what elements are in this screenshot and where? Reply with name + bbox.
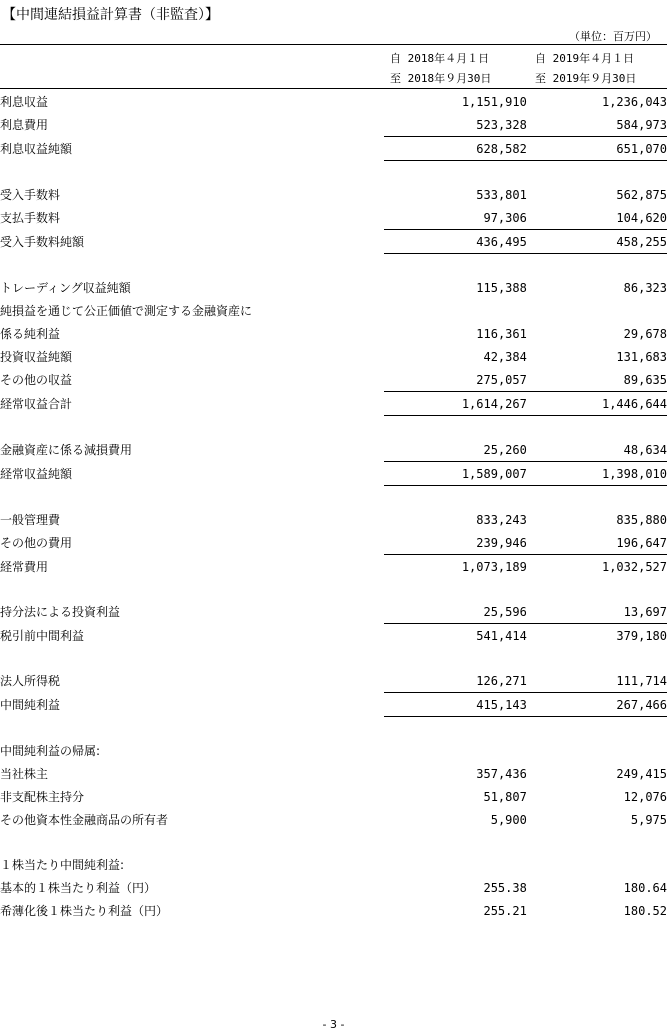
row-label: 基本的１株当たり利益（円）	[0, 881, 157, 895]
value-2019	[527, 853, 667, 876]
table-row	[0, 693, 667, 717]
table-row	[0, 555, 667, 579]
table-row	[0, 508, 667, 531]
row-label: 純損益を通じて公正価値で測定する金融資産に	[0, 304, 253, 318]
value-2019: 131,683	[616, 349, 667, 364]
income-statement-table	[0, 90, 667, 922]
row-label: トレーディング収益純額	[0, 281, 131, 295]
row-label: 金融資産に係る減損費用	[0, 443, 133, 458]
row-label: １株当たり中間純利益:	[0, 858, 125, 872]
row-label: 利息費用	[0, 118, 49, 133]
value-2019: 1,032,527	[601, 559, 667, 574]
value-2018: 541,414	[476, 628, 527, 643]
row-label: 持分法による投資利益	[0, 605, 121, 620]
value-2018: 275,057	[384, 368, 527, 392]
value-2018: 5,900	[490, 812, 527, 827]
value-2019: 48,634	[527, 438, 667, 462]
row-label: 支払手数料	[0, 211, 61, 226]
row-label: その他の費用	[0, 536, 73, 551]
value-2019: 86,323	[623, 280, 667, 295]
value-2019: 835,880	[616, 512, 667, 527]
value-2019	[527, 299, 667, 322]
table-row	[0, 113, 667, 137]
value-2018	[384, 853, 527, 876]
value-2018: 255.21	[483, 903, 527, 918]
table-row	[0, 137, 667, 161]
spacer-row	[0, 717, 667, 740]
value-2019: 651,070	[527, 137, 667, 161]
row-label: 受入手数料	[0, 188, 61, 202]
row-label: 経常収益純額	[0, 467, 73, 481]
value-2019: 180.64	[623, 880, 667, 895]
value-2019: 562,875	[616, 187, 667, 202]
row-label: 利息収益	[0, 95, 49, 109]
period-1-from: 自 2018年４月１日	[390, 52, 490, 65]
table-row	[0, 899, 667, 922]
value-2018: 97,306	[384, 206, 527, 230]
value-2019: 584,973	[527, 113, 667, 137]
value-2018: 51,807	[483, 789, 527, 804]
value-2018: 115,388	[476, 280, 527, 295]
row-label: その他資本性金融商品の所有者	[0, 813, 169, 827]
value-2018: 357,436	[476, 766, 527, 781]
value-2018: 1,589,007	[384, 462, 527, 486]
value-2018: 25,596	[384, 600, 527, 624]
table-row	[0, 276, 667, 299]
value-2018: 533,801	[476, 187, 527, 202]
value-2018: 1,151,910	[461, 94, 527, 109]
value-2018: 255.38	[483, 880, 527, 895]
table-row	[0, 853, 667, 876]
table-row	[0, 600, 667, 624]
table-row	[0, 299, 667, 322]
spacer-row	[0, 578, 667, 600]
spacer-row	[0, 831, 667, 853]
table-row	[0, 785, 667, 808]
spacer-row	[0, 647, 667, 669]
value-2018: 239,946	[384, 531, 527, 555]
value-2019: 1,446,644	[527, 392, 667, 416]
row-label: 非支配株主持分	[0, 790, 85, 804]
value-2019: 1,398,010	[527, 462, 667, 486]
table-row	[0, 739, 667, 762]
row-label: 投資収益純額	[0, 350, 73, 364]
table-row	[0, 624, 667, 648]
value-2018	[384, 299, 527, 322]
value-2018: 1,614,267	[384, 392, 527, 416]
table-row	[0, 345, 667, 368]
period-2-to: 至 2019年９月30日	[535, 72, 637, 85]
value-2019: 458,255	[527, 230, 667, 254]
value-2019: 5,975	[630, 812, 667, 827]
page-number: - 3 -	[322, 1018, 345, 1031]
value-2018	[384, 739, 527, 762]
row-label: 受入手数料純額	[0, 235, 85, 249]
row-label: 中間純利益	[0, 698, 61, 712]
spacer-row	[0, 486, 667, 509]
table-row	[0, 368, 667, 392]
table-row	[0, 762, 667, 785]
spacer-row	[0, 416, 667, 439]
row-label: 経常費用	[0, 559, 49, 574]
value-2019: 249,415	[616, 766, 667, 781]
value-2019: 180.52	[623, 903, 667, 918]
value-2019: 196,647	[527, 531, 667, 555]
table-row	[0, 462, 667, 486]
value-2018: 42,384	[483, 349, 527, 364]
row-label: 一般管理費	[0, 513, 61, 527]
value-2019: 267,466	[527, 693, 667, 717]
row-label: 当社株主	[0, 767, 49, 781]
value-2019: 104,620	[527, 206, 667, 230]
row-label: 係る純利益	[0, 327, 61, 341]
value-2018: 628,582	[384, 137, 527, 161]
table-row	[0, 183, 667, 206]
value-2019	[527, 739, 667, 762]
value-2019: 89,635	[527, 368, 667, 392]
row-label: 利息収益純額	[0, 142, 73, 156]
row-label: その他の収益	[0, 373, 73, 388]
value-2018: 415,143	[384, 693, 527, 717]
table-row	[0, 876, 667, 899]
value-2018: 126,271	[384, 669, 527, 693]
table-row	[0, 531, 667, 555]
spacer-row	[0, 161, 667, 184]
header-top-rule	[0, 44, 667, 45]
value-2018: 436,495	[384, 230, 527, 254]
value-2018: 25,260	[384, 438, 527, 462]
table-row	[0, 206, 667, 230]
row-label: 法人所得税	[0, 674, 61, 689]
header-bottom-rule	[0, 88, 667, 89]
row-label: 希薄化後１株当たり利益（円）	[0, 904, 169, 918]
row-label: 中間純利益の帰属:	[0, 744, 101, 758]
table-row	[0, 438, 667, 462]
value-2019: 1,236,043	[601, 94, 667, 109]
value-2018: 523,328	[384, 113, 527, 137]
period-2-from: 自 2019年４月１日	[535, 52, 635, 65]
value-2018: 1,073,189	[461, 559, 527, 574]
row-label: 経常収益合計	[0, 397, 73, 411]
value-2019: 12,076	[623, 789, 667, 804]
table-row	[0, 392, 667, 416]
table-row	[0, 669, 667, 693]
table-row	[0, 90, 667, 113]
value-2019: 111,714	[527, 669, 667, 693]
value-2019: 13,697	[527, 600, 667, 624]
table-row	[0, 808, 667, 831]
period-1-to: 至 2018年９月30日	[390, 72, 492, 85]
table-row	[0, 322, 667, 345]
value-2019: 29,678	[623, 326, 667, 341]
value-2019: 379,180	[616, 628, 667, 643]
row-label: 税引前中間利益	[0, 628, 85, 643]
value-2018: 116,361	[476, 326, 527, 341]
statement-title: 【中間連結損益計算書（非監査）】	[2, 7, 219, 23]
spacer-row	[0, 254, 667, 277]
table-row	[0, 230, 667, 254]
unit-label: （単位：百万円）	[569, 30, 657, 43]
value-2018: 833,243	[476, 512, 527, 527]
